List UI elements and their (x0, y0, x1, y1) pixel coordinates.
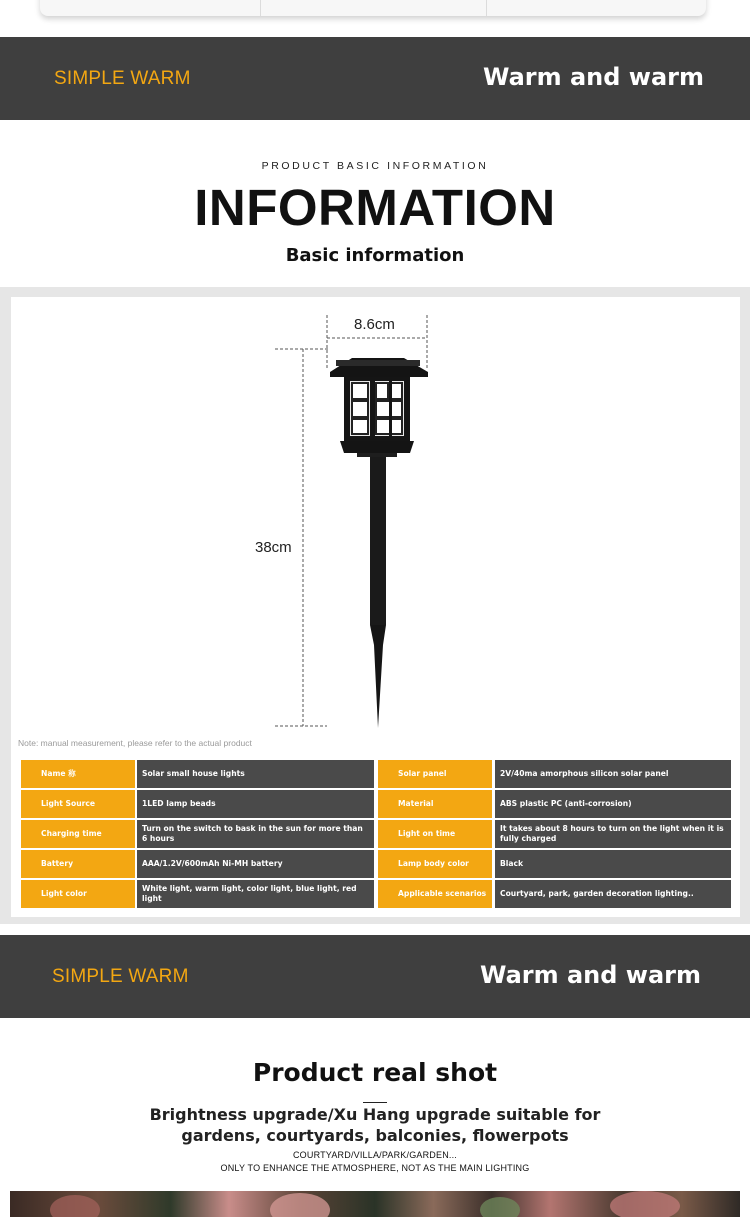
banner-right-text: Warm and warm (479, 961, 701, 989)
spec-value: Turn on the switch to bask in the sun for more than 6 hours (137, 820, 374, 848)
banner-left-text: SIMPLE WARM (52, 966, 189, 987)
banner-middle (0, 935, 750, 1018)
photo-foliage (610, 1191, 680, 1217)
top-card-divider (260, 0, 261, 16)
product-photo (10, 1191, 740, 1217)
spec-value: 2V/40ma amorphous silicon solar panel (495, 760, 731, 788)
photo-foliage (270, 1193, 330, 1217)
spec-label: Name 称 (21, 760, 135, 788)
top-card-divider (486, 0, 487, 16)
top-card-area (0, 0, 750, 38)
places-text: COURTYARD/VILLA/PARK/GARDEN... (292, 1150, 458, 1160)
spec-table (21, 760, 731, 910)
section-title: INFORMATION (194, 179, 556, 236)
photo-foliage (50, 1195, 100, 1217)
section-subtitle: Basic information (285, 245, 465, 266)
measurement-note: Note: manual measurement, please refer to the actual product (18, 738, 252, 748)
spec-label: Solar panel (378, 760, 492, 788)
spec-label: Applicable scenarios (378, 880, 492, 908)
lamp-body (330, 358, 428, 728)
spec-label: Light Source (21, 790, 135, 818)
banner-top (0, 37, 750, 120)
lamp-illustration (0, 300, 750, 750)
spec-label: Light color (21, 880, 135, 908)
spec-value: Solar small house lights (137, 760, 374, 788)
banner-right-text: Warm and warm (482, 63, 704, 91)
spec-value: Black (495, 850, 731, 878)
title-underline (363, 1102, 387, 1103)
top-card (40, 0, 706, 16)
spec-value: Courtyard, park, garden decoration lighting.. (495, 880, 731, 908)
spec-value: White light, warm light, color light, blue light, red light (137, 880, 374, 908)
real-shot-title: Product real shot (252, 1058, 498, 1087)
spec-label: Light on time (378, 820, 492, 848)
real-shot-description-text: Brightness upgrade/Xu Hang upgrade suitable for gardens, courtyards, balconies, flowerpots (149, 1105, 601, 1145)
section-kicker: PRODUCT BASIC INFORMATION (261, 160, 489, 172)
height-dimension-lines (275, 349, 330, 726)
banner-left-text: SIMPLE WARM (54, 68, 191, 89)
photo-foliage (480, 1197, 520, 1217)
real-shot-description (0, 1104, 750, 1146)
spec-value: It takes about 8 hours to turn on the light when it is fully charged (495, 820, 731, 848)
disclaimer-text: ONLY TO ENHANCE THE ATMOSPHERE, NOT AS THE MAIN LIGHTING (220, 1163, 530, 1173)
spec-value: ABS plastic PC (anti-corrosion) (495, 790, 731, 818)
width-label: 8.6cm (354, 316, 395, 333)
spec-label: Charging time (21, 820, 135, 848)
spec-value: 1LED lamp beads (137, 790, 374, 818)
height-label: 38cm (255, 539, 292, 556)
spec-label: Material (378, 790, 492, 818)
spec-label: Battery (21, 850, 135, 878)
spec-value: AAA/1.2V/600mAh Ni-MH battery (137, 850, 374, 878)
spec-label: Lamp body color (378, 850, 492, 878)
